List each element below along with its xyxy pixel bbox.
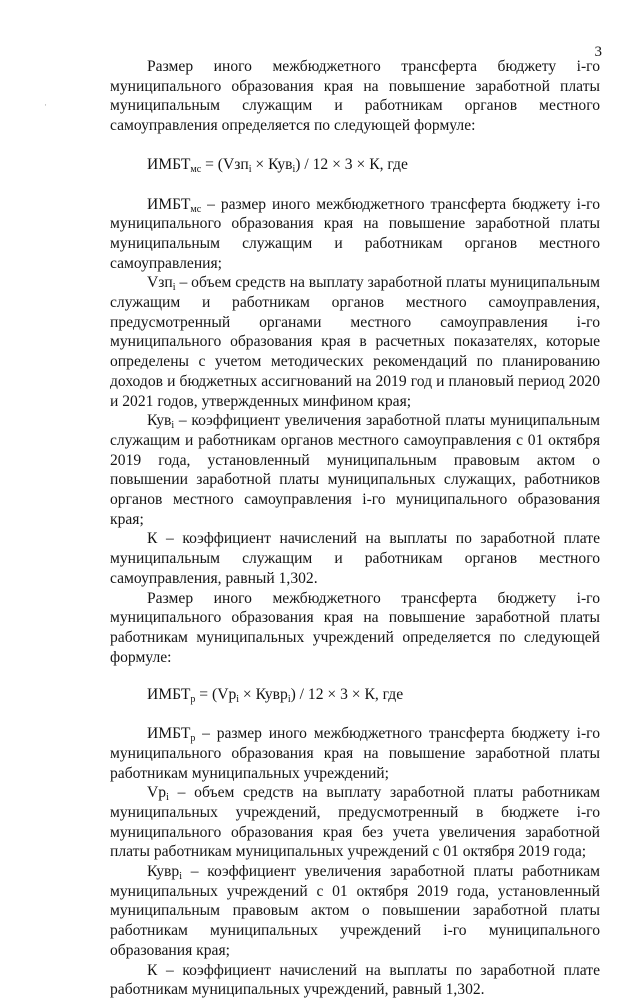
paragraph-intro-r: Размер иного межбюджетного трансферта бюджету i-го муниципального образования края на повышение заработной платы работникам муниципальных учреждений определяется по следующей формуле: <box>110 589 600 666</box>
formula-v-subscript: i <box>248 163 252 175</box>
definition-term: ИМБТ <box>147 725 191 743</box>
definition-text: – коэффициент увеличения заработной платы муниципальным служащим и работникам органов местного самоуправления с 01 октября 2019 года, установленный муниципальным правовым актом о повышении заработной платы муниципальных служащих, работников органов местного самоуправления i-го муниципального образования края; <box>110 412 600 528</box>
definition-imbt-ms <box>110 195 600 274</box>
formula-eq-open: = (Vp <box>195 686 237 704</box>
formula-tail: ) / 12 × 3 × К, где <box>295 155 408 173</box>
page-number: 3 <box>594 44 602 60</box>
definition-term: Vзп <box>147 274 173 292</box>
formula-imbt-r <box>110 685 600 705</box>
paragraph-intro-ms: Размер иного межбюджетного трансферта бюджету i-го муниципального образования края на повышение заработной платы муниципальным служащим и работникам органов местного самоуправления определяется по следующей формуле: <box>110 58 600 135</box>
definition-term: Vp <box>147 784 167 802</box>
formula-k-subscript: i <box>287 694 291 706</box>
definition-imbt-r <box>110 724 600 783</box>
formula-times: × Кувр <box>239 686 288 704</box>
definition-k-ms: К – коэффициент начислений на выплаты по заработной плате муниципальным служащим и работникам органов местного самоуправления, равный 1,302. <box>110 530 600 587</box>
definition-text: – объем средств на выплату заработной платы работникам муниципальных учреждений, предусмотренный в бюджете i-го муниципального образования края без учета увеличения заработной платы работникам муниципальных учреждений с 01 октября 2019 года; <box>110 784 600 861</box>
definition-kuvr <box>110 862 600 961</box>
definition-text: – размер иного межбюджетного трансферта бюджету i-го муниципального образования края на повышение заработной платы муниципальным служащим и работникам органов местного самоуправления; <box>110 195 600 272</box>
definition-term-subscript: i <box>172 282 176 294</box>
formula-times: × Кув <box>251 155 293 173</box>
formula-lhs-subscript: мс <box>190 163 202 175</box>
definition-term: ИМБТ <box>147 195 191 213</box>
definition-vp <box>110 783 600 862</box>
definition-term-subscript: мс <box>190 203 202 215</box>
formula-k-subscript: i <box>292 163 296 175</box>
definition-text: – объем средств на выплату заработной платы муниципальным служащим и работникам органов местного самоуправления, предусмотренный органами местного самоуправления i-го муниципального образования края в расчетных показателях, которые определены с учетом методических рекомендаций по планированию доходов и бюджетных ассигнований на 2019 год и плановый период 2020 и 2021 годов, утвержденных минфином края; <box>110 274 600 410</box>
definition-k-r: К – коэффициент начислений на выплаты по заработной плате работникам муниципальных учреждений, равный 1,302. <box>110 961 600 999</box>
definition-term-subscript: i <box>166 792 169 804</box>
formula-lhs-subscript: р <box>190 694 196 706</box>
definition-term-subscript: р <box>190 733 196 745</box>
formula-lhs: ИМБТ <box>147 686 191 704</box>
formula-v-subscript: i <box>236 694 240 706</box>
formula-eq-open: = (Vзп <box>201 155 249 173</box>
document-body <box>110 57 600 1000</box>
definition-text: – коэффициент увеличения заработной платы работникам муниципальных учреждений с 01 октября 2019 года, установленный муниципальным правовым актом о повышении заработной платы работникам муниципальных учреждений i-го муниципального образования края; <box>110 863 600 959</box>
definition-term-subscript: i <box>171 420 175 432</box>
definition-term-subscript: i <box>179 871 182 883</box>
definition-kuv <box>110 411 600 529</box>
definition-term: Кув <box>147 412 172 430</box>
margin-speck: · <box>44 100 47 110</box>
formula-lhs: ИМБТ <box>147 155 191 173</box>
formula-imbt-ms <box>110 155 600 175</box>
definition-vzp <box>110 273 600 411</box>
formula-tail: ) / 12 × 3 × К, где <box>290 686 404 704</box>
definition-term: Кувр <box>147 863 180 881</box>
definition-text: – размер иного межбюджетного трансферта бюджету i-го муниципального образования края на повышение заработной платы работникам муниципальных учреждений; <box>110 725 600 782</box>
